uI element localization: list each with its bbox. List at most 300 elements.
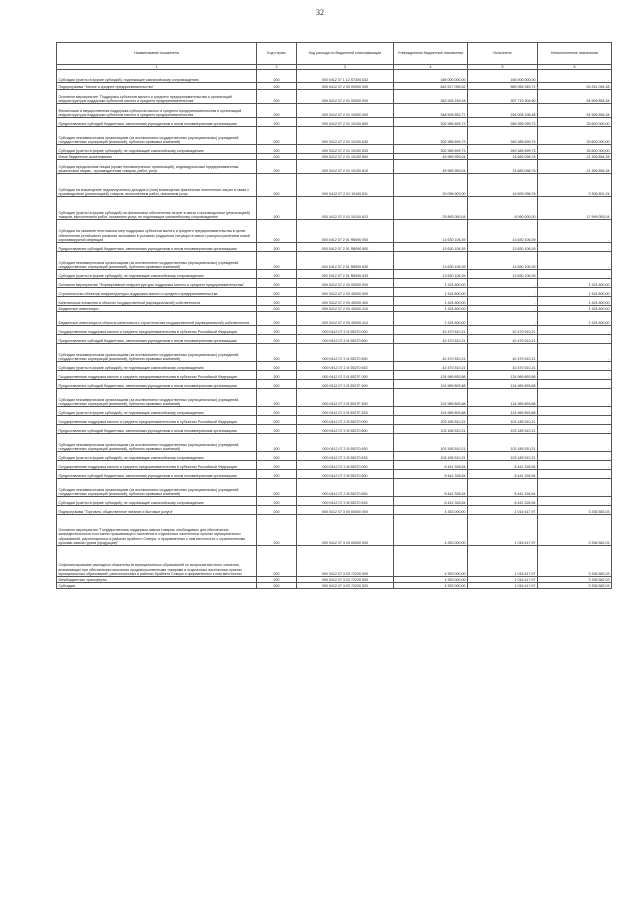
table-row xyxy=(57,380,612,389)
table-row xyxy=(57,174,612,197)
cell-remaining: - xyxy=(538,270,612,279)
cell-remaining: - xyxy=(538,434,612,452)
cell-approved: 1 324 800,00 xyxy=(394,306,468,312)
table-row xyxy=(57,326,612,335)
cell-executed: 8 441 326,54 xyxy=(468,479,538,497)
budget-execution-table xyxy=(56,42,612,589)
table-row xyxy=(57,425,612,434)
cell-executed: 13 630 106,39 xyxy=(468,270,538,279)
cell-remaining: 1 324 800,00 xyxy=(538,312,612,326)
cell-row-code: 200 xyxy=(257,452,297,461)
cell-row-code: 200 xyxy=(257,461,297,470)
cell-approved: 165 000 000,00 xyxy=(394,70,468,83)
cell-row-code: 200 xyxy=(257,70,297,83)
cell-approved: 4 353 000,00 xyxy=(394,515,468,546)
cell-row-code: 200 xyxy=(257,546,297,577)
cell-budget-code: 000 0412 07 2 01 10000 000 xyxy=(297,104,394,118)
table-row xyxy=(57,461,612,470)
cell-remaining: 33 600 000,00 xyxy=(538,118,612,127)
cell-approved: 20 096 903,00 xyxy=(394,174,468,197)
cell-executed: 42 470 510,21 xyxy=(468,344,538,362)
cell-budget-code: 000 0412 07 2 01 10100 600 xyxy=(297,118,394,127)
column-number: 1 xyxy=(57,65,257,70)
cell-budget-code: 000 0412 07 2 01 10100 811 xyxy=(297,174,394,197)
cell-indicator-name: Субсидии (гранты в форме субсидий), не подлежащие казначейскому сопровождению xyxy=(57,145,257,154)
cell-executed: 589 065 345,72 xyxy=(468,83,538,90)
cell-row-code: 200 xyxy=(257,425,297,434)
cell-approved: 8 441 326,54 xyxy=(394,461,468,470)
cell-row-code: 200 xyxy=(257,104,297,118)
cell-indicator-name: Государственная поддержка малого и среднего предпринимательства в субъектах Российской Федерации xyxy=(57,416,257,425)
cell-approved: 362 925 159,18 xyxy=(394,90,468,104)
table-row xyxy=(57,506,612,515)
cell-executed: 8 090 000,00 xyxy=(468,197,538,220)
column-number: 3 xyxy=(297,65,394,70)
cell-budget-code: 000 0412 07 2 00 00000 000 xyxy=(297,83,394,90)
table-header-row xyxy=(57,43,612,65)
cell-remaining: - xyxy=(538,452,612,461)
cell-indicator-name: Подпрограмма "Торговля, общественное питание и бытовые услуги" xyxy=(57,506,257,515)
cell-row-code: 200 xyxy=(257,497,297,506)
cell-indicator-name: Субсидии некоммерческим организациям (за исключением государственных (муниципальных) учреждений, государственных корпораций (компаний), публично-правовых компаний) xyxy=(57,344,257,362)
cell-row-code: 200 xyxy=(257,279,297,288)
header-remaining: Неисполненные назначения xyxy=(538,43,612,65)
cell-executed: 124 989 893,88 xyxy=(468,371,538,380)
cell-approved: 302 985 699,73 xyxy=(394,145,468,154)
cell-remaining: 3 306 801,24 xyxy=(538,174,612,197)
cell-indicator-name: Иные бюджетные ассигнования xyxy=(57,154,257,160)
cell-row-code: 200 xyxy=(257,297,297,306)
cell-indicator-name: Основное мероприятие "Формирование инфраструктуры поддержки малого и среднего предпринимательства" xyxy=(57,279,257,288)
cell-row-code: 200 xyxy=(257,515,297,546)
cell-approved: 45 989 953,04 xyxy=(394,154,468,160)
table-row xyxy=(57,362,612,371)
cell-budget-code: 000 0412 07 2 01 R8090 000 xyxy=(297,220,394,243)
cell-indicator-name: Субсидии некоммерческим организациям (за исключением государственных (муниципальных) учреждений, государственных корпораций (компаний), публично-правовых компаний) xyxy=(57,434,257,452)
cell-row-code: 200 xyxy=(257,506,297,515)
cell-budget-code: 000 0412 07 2 03 40000 000 xyxy=(297,288,394,297)
cell-approved: 302 985 699,73 xyxy=(394,118,468,127)
cell-row-code: 200 xyxy=(257,127,297,145)
cell-indicator-name: Субсидии (гранты в форме субсидий), не подлежащие казначейскому сопровождению xyxy=(57,407,257,416)
cell-approved: 13 630 106,39 xyxy=(394,270,468,279)
cell-executed: 103 185 510,21 xyxy=(468,452,538,461)
table-row xyxy=(57,145,612,154)
cell-remaining: 3 336 582,03 xyxy=(538,515,612,546)
cell-executed: 13 630 106,39 xyxy=(468,220,538,243)
cell-executed: 269 385 699,73 xyxy=(468,127,538,145)
table-row xyxy=(57,243,612,252)
cell-row-code: 200 xyxy=(257,197,297,220)
cell-executed: 8 441 326,54 xyxy=(468,470,538,479)
cell-indicator-name: Капитальные вложения в объекты государственной (муниципальной) собственности xyxy=(57,297,257,306)
table-row xyxy=(57,104,612,118)
cell-budget-code: 000 0412 07 3 03 72230 520 xyxy=(297,583,394,589)
table-row xyxy=(57,344,612,362)
cell-executed: 165 000 000,00 xyxy=(468,70,538,83)
cell-remaining: 53 251 054,28 xyxy=(538,83,612,90)
cell-indicator-name: Строительство объектов инфраструктуры поддержки малого и среднего предпринимательства xyxy=(57,288,257,297)
cell-approved: 42 470 510,21 xyxy=(394,344,468,362)
table-row xyxy=(57,90,612,104)
cell-executed: 1 016 417,97 xyxy=(468,546,538,577)
cell-budget-code: 000 0412 07 2 I5 55270 600 xyxy=(297,425,394,434)
cell-approved: 103 185 510,21 xyxy=(394,452,468,461)
table-row xyxy=(57,389,612,407)
cell-row-code: 200 xyxy=(257,306,297,312)
cell-remaining: 33 600 000,00 xyxy=(538,145,612,154)
cell-executed: 103 185 510,21 xyxy=(468,425,538,434)
cell-executed: - xyxy=(468,312,538,326)
cell-approved: 13 630 106,39 xyxy=(394,243,468,252)
cell-indicator-name: Бюджетные инвестиции xyxy=(57,306,257,312)
cell-remaining: - xyxy=(538,220,612,243)
cell-budget-code: 000 0412 07 2 03 40000 410 xyxy=(297,306,394,312)
cell-approved: 4 353 000,00 xyxy=(394,546,468,577)
cell-executed: - xyxy=(468,279,538,288)
cell-approved: 103 185 510,21 xyxy=(394,425,468,434)
cell-row-code: 200 xyxy=(257,479,297,497)
cell-executed: 289 355 099,73 xyxy=(468,118,538,127)
table-body xyxy=(57,70,612,589)
cell-remaining: 17 999 053,04 xyxy=(538,197,612,220)
cell-budget-code: 000 0412 07 2 01 00000 000 xyxy=(297,90,394,104)
cell-row-code: 200 xyxy=(257,160,297,174)
cell-row-code: 200 xyxy=(257,83,297,90)
cell-row-code: 200 xyxy=(257,407,297,416)
cell-indicator-name: Софинансирование расходных обязательств муниципальных образований по вопросам местного значения, возникающих при обеспечении населения продовольственными товарами в отдаленных населенных пунктах муниципальных образований, расположенных в районах Крайнего Севера и приравненных к ним местностях xyxy=(57,546,257,577)
cell-executed: 24 683 098,76 xyxy=(468,160,538,174)
cell-budget-code: 000 0412 07 2 I8 55270 630 xyxy=(297,479,394,497)
cell-budget-code: 000 0412 07 2 I5 5527F 633 xyxy=(297,407,394,416)
cell-remaining: - xyxy=(538,416,612,425)
cell-row-code: 200 xyxy=(257,335,297,344)
cell-remaining: - xyxy=(538,470,612,479)
cell-remaining: 3 336 582,03 xyxy=(538,577,612,583)
cell-approved: 124 989 893,88 xyxy=(394,380,468,389)
cell-executed: 269 385 699,73 xyxy=(468,145,538,154)
cell-executed: 13 630 106,39 xyxy=(468,243,538,252)
cell-row-code: 200 xyxy=(257,90,297,104)
cell-executed: 124 989 893,88 xyxy=(468,380,538,389)
cell-indicator-name: Государственная поддержка малого и среднего предпринимательства в субъектах Российской Федерации xyxy=(57,461,257,470)
cell-indicator-name: Предоставление субсидий бюджетным, автономным учреждениям и иным некоммерческим организациям xyxy=(57,118,257,127)
cell-approved: 1 324 800,00 xyxy=(394,279,468,288)
table-row xyxy=(57,118,612,127)
page-number: 32 xyxy=(316,8,324,17)
table-row xyxy=(57,220,612,243)
cell-budget-code: 000 0412 07 2 I4 55270 630 xyxy=(297,344,394,362)
cell-executed: 8 441 326,54 xyxy=(468,461,538,470)
cell-budget-code: 000 0412 07 2 01 10100 800 xyxy=(297,154,394,160)
cell-indicator-name: Субсидии некоммерческим организациям (за исключением государственных (муниципальных) учреждений, государственных корпораций (компаний), публично-правовых компаний) xyxy=(57,389,257,407)
cell-budget-code: 000 0412 07 2 I5 55270 000 xyxy=(297,416,394,425)
table-row xyxy=(57,83,612,90)
table-row xyxy=(57,270,612,279)
cell-approved: 1 324 800,00 xyxy=(394,312,468,326)
cell-row-code: 200 xyxy=(257,270,297,279)
cell-remaining: - xyxy=(538,380,612,389)
cell-budget-code: 000 0412 07 2 I5 5527F 000 xyxy=(297,371,394,380)
cell-approved: 13 630 106,39 xyxy=(394,220,468,243)
cell-budget-code: 000 0412 07 2 01 R8090 600 xyxy=(297,243,394,252)
column-number: 6 xyxy=(538,65,612,70)
table-row xyxy=(57,371,612,380)
cell-row-code: 200 xyxy=(257,252,297,270)
table-row xyxy=(57,335,612,344)
cell-executed: 24 683 098,76 xyxy=(468,154,538,160)
cell-remaining: 54 906 854,28 xyxy=(538,104,612,118)
cell-indicator-name: Государственная поддержка малого и среднего предпринимательства в субъектах Российской Федерации xyxy=(57,371,257,380)
cell-approved: 42 470 510,21 xyxy=(394,362,468,371)
table-row xyxy=(57,583,612,589)
column-number: 4 xyxy=(394,65,468,70)
cell-row-code: 200 xyxy=(257,416,297,425)
table-row xyxy=(57,160,612,174)
cell-approved: 1 324 800,00 xyxy=(394,288,468,297)
cell-executed: 124 989 893,88 xyxy=(468,407,538,416)
cell-remaining: 33 600 000,00 xyxy=(538,127,612,145)
cell-indicator-name: Основное мероприятие "Поддержка субъектов малого и среднего предпринимательства и организаций инфраструктуры поддержки субъектов малого и среднего предпринимательства" xyxy=(57,90,257,104)
header-row-code: Код строки xyxy=(257,43,297,65)
cell-remaining: - xyxy=(538,243,612,252)
cell-approved: 103 185 510,21 xyxy=(394,416,468,425)
table-row xyxy=(57,297,612,306)
cell-remaining: - xyxy=(538,389,612,407)
cell-row-code: 200 xyxy=(257,577,297,583)
cell-budget-code: 000 0412 07 3 03 72230 000 xyxy=(297,546,394,577)
table-row xyxy=(57,515,612,546)
cell-approved: 348 905 652,77 xyxy=(394,104,468,118)
cell-approved: 42 470 510,21 xyxy=(394,335,468,344)
cell-executed: 103 185 510,21 xyxy=(468,416,538,425)
cell-remaining: 1 324 800,00 xyxy=(538,297,612,306)
cell-approved: 8 441 326,54 xyxy=(394,497,468,506)
cell-indicator-name: Субсидии на оказание неотложных мер поддержки субъектов малого и среднего предпринимательства в целях обеспечения устойчивого развития экономики в условиях ухудшения ситуации в связи с распространением новой коронавирусной инфекции xyxy=(57,220,257,243)
cell-row-code: 200 xyxy=(257,118,297,127)
cell-approved: 8 441 326,54 xyxy=(394,470,468,479)
table-row xyxy=(57,252,612,270)
cell-row-code: 200 xyxy=(257,312,297,326)
cell-executed: - xyxy=(468,297,538,306)
cell-remaining: 3 336 582,03 xyxy=(538,546,612,577)
cell-budget-code: 000 0412 07 2 I4 55270 000 xyxy=(297,326,394,335)
cell-indicator-name: Государственная поддержка малого и среднего предпринимательства в субъектах Российской Федерации xyxy=(57,326,257,335)
cell-indicator-name: Бюджетные инвестиции в объекты капитального строительства государственной (муниципальной) собственности xyxy=(57,312,257,326)
cell-indicator-name: Субсидии на возмещение недополученных доходов и (или) возмещение фактически понесенных затрат в связи с производством (реализацией) товаров, выполнением работ, оказанием услуг xyxy=(57,174,257,197)
header-indicator-name: Наименование показателя xyxy=(57,43,257,65)
cell-remaining: - xyxy=(538,335,612,344)
cell-approved: 13 630 106,39 xyxy=(394,252,468,270)
cell-remaining: - xyxy=(538,70,612,83)
cell-indicator-name: Субсидии (гранты в форме субсидий), не подлежащие казначейскому сопровождению xyxy=(57,497,257,506)
table-row xyxy=(57,407,612,416)
table-row xyxy=(57,312,612,326)
cell-approved: 103 185 510,21 xyxy=(394,434,468,452)
cell-budget-code: 000 0412 07 2 01 10100 813 xyxy=(297,197,394,220)
cell-row-code: 200 xyxy=(257,380,297,389)
cell-indicator-name: Субсидии некоммерческим организациям (за исключением государственных (муниципальных) учреждений, государственных корпораций (компаний), публично-правовых компаний) xyxy=(57,252,257,270)
cell-budget-code: 000 0412 07 3 03 72230 500 xyxy=(297,577,394,583)
cell-budget-code: 000 0412 07 2 01 R8090 633 xyxy=(297,270,394,279)
cell-row-code: 200 xyxy=(257,154,297,160)
cell-budget-code: 000 0412 07 2 I5 5527F 600 xyxy=(297,380,394,389)
cell-row-code: 200 xyxy=(257,583,297,589)
cell-budget-code: 000 0412 07 2 I4 55270 633 xyxy=(297,362,394,371)
cell-approved: 642 517 055,52 xyxy=(394,83,468,90)
cell-budget-code: 000 0412 07 2 03 40000 400 xyxy=(297,297,394,306)
cell-remaining: - xyxy=(538,407,612,416)
cell-indicator-name: Субсидии (гранты в форме субсидий), не подлежащие казначейскому сопровождению xyxy=(57,452,257,461)
table-row xyxy=(57,497,612,506)
cell-executed: 103 185 510,21 xyxy=(468,434,538,452)
table-row xyxy=(57,452,612,461)
cell-row-code: 200 xyxy=(257,362,297,371)
cell-row-code: 200 xyxy=(257,344,297,362)
cell-indicator-name: Предоставление субсидий бюджетным, автономным учреждениям и иным некоммерческим организациям xyxy=(57,470,257,479)
cell-budget-code: 000 0412 07 2 I8 55270 633 xyxy=(297,497,394,506)
cell-indicator-name: Субсидии юридическим лицам (кроме некоммерческих организаций), индивидуальным предпринимателям, физическим лицам - производителям товаров, работ, услуг xyxy=(57,160,257,174)
table-row xyxy=(57,470,612,479)
cell-approved: 124 989 893,88 xyxy=(394,407,468,416)
table-row xyxy=(57,434,612,452)
cell-budget-code: 000 0412 07 2 I4 55270 600 xyxy=(297,335,394,344)
header-executed: Исполнено xyxy=(468,43,538,65)
table-row xyxy=(57,288,612,297)
cell-indicator-name: Субсидии (гранты в форме субсидий), не подлежащие казначейскому сопровождению xyxy=(57,362,257,371)
cell-indicator-name: Субсидии (гранты в форме субсидий) на финансовое обеспечение затрат в связи с производством (реализацией) товаров, выполнением работ, оказанием услуг, не подлежащие казначейскому сопровождению xyxy=(57,197,257,220)
cell-budget-code: 000 0412 07 1 12 S7300 632 xyxy=(297,70,394,83)
cell-approved: 4 353 000,00 xyxy=(394,577,468,583)
cell-remaining: - xyxy=(538,362,612,371)
cell-budget-code: 000 0412 07 2 01 10100 633 xyxy=(297,145,394,154)
cell-executed: 13 630 106,39 xyxy=(468,252,538,270)
cell-approved: 45 989 953,04 xyxy=(394,160,468,174)
cell-indicator-name: Предоставление субсидий бюджетным, автономным учреждениям и иным некоммерческим организациям xyxy=(57,243,257,252)
cell-approved: 124 989 893,88 xyxy=(394,371,468,380)
header-budget-code: Код расхода по бюджетной классификации xyxy=(297,43,394,65)
cell-row-code: 200 xyxy=(257,326,297,335)
cell-row-code: 200 xyxy=(257,470,297,479)
cell-remaining: 1 324 800,00 xyxy=(538,279,612,288)
cell-remaining: - xyxy=(538,425,612,434)
column-number: 5 xyxy=(468,65,538,70)
table-row xyxy=(57,279,612,288)
cell-executed: 42 470 510,21 xyxy=(468,362,538,371)
cell-row-code: 200 xyxy=(257,145,297,154)
cell-budget-code: 000 0412 07 2 01 10100 810 xyxy=(297,160,394,174)
column-number: 2 xyxy=(257,65,297,70)
cell-remaining: 21 306 854,28 xyxy=(538,154,612,160)
cell-budget-code: 000 0412 07 3 00 00000 000 xyxy=(297,506,394,515)
cell-remaining: - xyxy=(538,461,612,470)
cell-approved: 124 989 893,88 xyxy=(394,389,468,407)
cell-executed: 294 008 198,48 xyxy=(468,104,538,118)
table-row xyxy=(57,197,612,220)
cell-indicator-name: Предоставление субсидий бюджетным, автономным учреждениям и иным некоммерческим организациям xyxy=(57,335,257,344)
cell-remaining: 21 306 854,28 xyxy=(538,160,612,174)
cell-remaining: 3 336 582,03 xyxy=(538,583,612,589)
cell-row-code: 200 xyxy=(257,389,297,407)
cell-executed: 1 016 417,97 xyxy=(468,506,538,515)
cell-approved: 4 353 000,00 xyxy=(394,506,468,515)
cell-approved: 25 893 050,04 xyxy=(394,197,468,220)
cell-approved: 302 985 699,73 xyxy=(394,127,468,145)
cell-indicator-name: Субсидии xyxy=(57,583,257,589)
cell-executed: 1 016 417,97 xyxy=(468,577,538,583)
cell-executed: 1 016 417,97 xyxy=(468,515,538,546)
cell-budget-code: 000 0412 07 2 I8 55270 600 xyxy=(297,470,394,479)
cell-approved: 4 353 000,00 xyxy=(394,583,468,589)
cell-remaining: - xyxy=(538,326,612,335)
cell-budget-code: 000 0412 07 2 03 00000 000 xyxy=(297,279,394,288)
cell-row-code: 200 xyxy=(257,371,297,380)
table-row xyxy=(57,70,612,83)
cell-indicator-name: Субсидии некоммерческим организациям (за исключением государственных (муниципальных) учреждений, государственных корпораций (компаний), публично-правовых компаний) xyxy=(57,127,257,145)
cell-row-code: 200 xyxy=(257,220,297,243)
cell-budget-code: 000 0412 07 3 03 00000 000 xyxy=(297,515,394,546)
cell-executed: 16 693 098,76 xyxy=(468,174,538,197)
cell-approved: 42 470 510,21 xyxy=(394,326,468,335)
cell-executed: 42 470 510,21 xyxy=(468,335,538,344)
cell-executed: 1 016 417,97 xyxy=(468,583,538,589)
table-row xyxy=(57,416,612,425)
table-row xyxy=(57,127,612,145)
table-row xyxy=(57,546,612,577)
cell-row-code: 200 xyxy=(257,243,297,252)
cell-executed: 307 719 304,90 xyxy=(468,90,538,104)
cell-indicator-name: Основное мероприятие "Государственная поддержка завоза товаров, необходимых для обеспечения жизнедеятельности постоянно проживающего населения в отдаленных населенных пунктах муниципальных образований, расположенных в районах Крайнего Севера, и приравненных к ним местностях с ограниченными сроками завоза грузов (продукции)" xyxy=(57,515,257,546)
cell-budget-code: 000 0412 07 2 03 40000 414 xyxy=(297,312,394,326)
cell-executed: 42 470 510,21 xyxy=(468,326,538,335)
cell-remaining: 3 336 582,03 xyxy=(538,506,612,515)
table-row xyxy=(57,479,612,497)
cell-row-code: 200 xyxy=(257,288,297,297)
header-approved: Утвержденные бюджетные назначения xyxy=(394,43,468,65)
cell-remaining: 1 324 800,00 xyxy=(538,288,612,297)
cell-approved: 1 324 800,00 xyxy=(394,297,468,306)
cell-indicator-name: Субсидии некоммерческим организациям (за исключением государственных (муниципальных) учреждений, государственных корпораций (компаний), публично-правовых компаний) xyxy=(57,479,257,497)
cell-executed: - xyxy=(468,306,538,312)
cell-budget-code: 000 0412 07 2 01 10100 630 xyxy=(297,127,394,145)
cell-budget-code: 000 0412 07 2 I5 55270 630 xyxy=(297,434,394,452)
cell-indicator-name: Подпрограмма "Малое и среднее предпринимательство" xyxy=(57,83,257,90)
cell-remaining: 54 906 854,28 xyxy=(538,90,612,104)
cell-budget-code: 000 0412 07 2 I8 55270 000 xyxy=(297,461,394,470)
cell-remaining: - xyxy=(538,497,612,506)
cell-indicator-name: Субсидии (гранты в форме субсидий), не подлежащие казначейскому сопровождению xyxy=(57,270,257,279)
cell-indicator-name: Финансовая и имущественная поддержка субъектов малого и среднего предпринимательства и организаций инфраструктуры поддержки субъектов малого и среднего предпринимательства xyxy=(57,104,257,118)
cell-executed: 8 441 326,54 xyxy=(468,497,538,506)
cell-row-code: 200 xyxy=(257,174,297,197)
cell-remaining: - xyxy=(538,344,612,362)
cell-indicator-name: Предоставление субсидий бюджетным, автономным учреждениям и иным некоммерческим организациям xyxy=(57,425,257,434)
cell-row-code: 200 xyxy=(257,434,297,452)
cell-remaining: - xyxy=(538,371,612,380)
cell-indicator-name: Межбюджетные трансферты xyxy=(57,577,257,583)
cell-remaining: 1 324 800,00 xyxy=(538,306,612,312)
cell-executed: - xyxy=(468,288,538,297)
cell-indicator-name: Субсидии (гранты в форме субсидий), подлежащие казначейскому сопровождению xyxy=(57,70,257,83)
cell-indicator-name: Предоставление субсидий бюджетным, автономным учреждениям и иным некоммерческим организациям xyxy=(57,380,257,389)
cell-budget-code: 000 0412 07 2 01 R8090 630 xyxy=(297,252,394,270)
cell-remaining: - xyxy=(538,252,612,270)
cell-budget-code: 000 0412 07 2 I5 5527F 630 xyxy=(297,389,394,407)
cell-remaining: - xyxy=(538,479,612,497)
cell-executed: 124 989 893,88 xyxy=(468,389,538,407)
cell-approved: 8 441 326,54 xyxy=(394,479,468,497)
cell-budget-code: 000 0412 07 2 I5 55270 633 xyxy=(297,452,394,461)
